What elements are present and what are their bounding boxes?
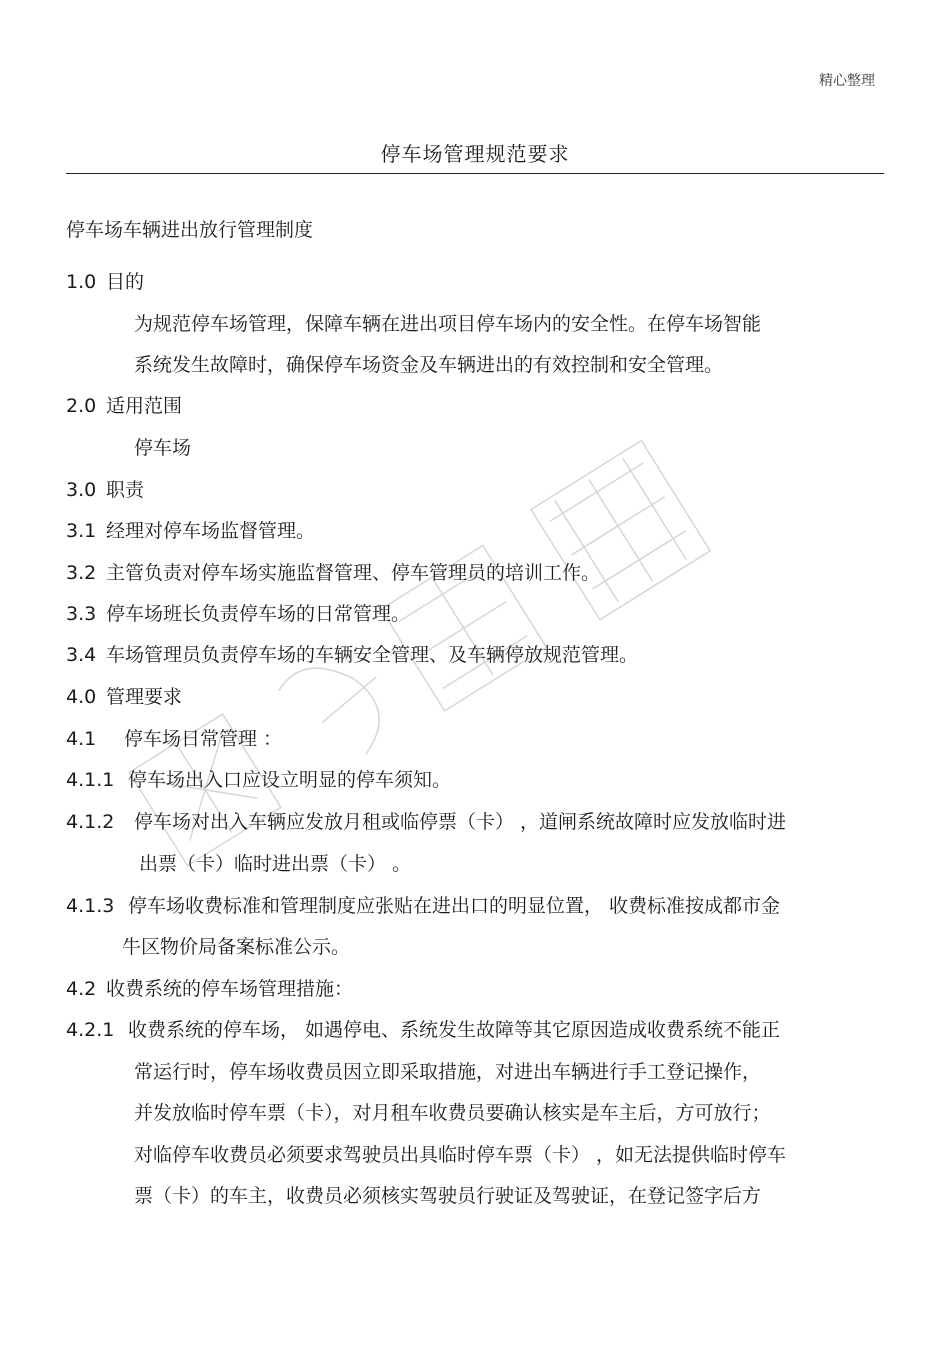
line-text: 牛区物价局备案标准公示。 [122,936,351,958]
line-text: 停车场班长负责停车场的日常管理。 [106,603,411,625]
paragraph-line [134,1143,786,1167]
paragraph-line [134,353,723,377]
paragraph-line [134,1101,771,1125]
paragraph-line [134,436,191,460]
paragraph-line [134,1184,761,1208]
paragraph-line [134,1060,761,1084]
section-number: 3.1 [66,520,97,542]
line-text: 职责 [106,479,145,501]
line-text: 停车场 [134,437,192,459]
paragraph-line [66,561,600,585]
line-text: 票（卡）的车主，收费员必须核实驾驶员行驶证及驾驶证，在登记签字后方 [134,1185,762,1207]
line-text: 并发放临时停车票（卡），对月租车收费员要确认核实是车主后，方可放行； [134,1102,771,1124]
line-text: 停车场车辆进出放行管理制度 [66,219,314,241]
paragraph-line [66,1018,780,1042]
paragraph-line [66,270,144,294]
line-text: 为规范停车场管理，保障车辆在进出项目停车场内的安全性。在停车场智能 [134,313,762,335]
paragraph-line [139,852,411,876]
line-text: 停车场日常管理 ： [124,728,283,750]
section-number: 4.2 [66,978,97,1000]
paragraph-line [66,977,353,1001]
line-text: 收费系统的停车场， 如遇停电、系统发生故障等其它原因造成收费系统不能正 [128,1019,781,1041]
section-number: 4.1.1 [66,769,115,791]
paragraph-line [66,727,282,751]
section-number: 3.0 [66,479,97,501]
line-text: 目的 [106,271,145,293]
line-text: 系统发生故障时，确保停车场资金及车辆进出的有效控制和安全管理。 [134,354,724,376]
section-number: 4.1.3 [66,895,115,917]
line-text: 停车场收费标准和管理制度应张贴在进出口的明显位置， 收费标准按成都市金 [128,895,781,917]
paragraph-line [66,810,786,834]
section-number: 4.1 [66,728,97,750]
line-text: 收费系统的停车场管理措施： [106,978,354,1000]
paragraph-line [66,519,315,543]
section-number: 4.1.2 [66,811,115,833]
section-number: 3.2 [66,562,97,584]
title-divider [66,173,884,174]
line-text: 停车场出入口应设立明显的停车须知。 [128,769,452,791]
line-text: 适用范围 [106,395,183,417]
line-text: 管理要求 [106,686,183,708]
document-title: 停车场管理规范要求 [380,142,570,166]
line-text: 出票（卡）临时进出票（卡） 。 [139,853,412,875]
line-text: 主管负责对停车场实施监督管理、停车管理员的培训工作。 [106,562,601,584]
paragraph-line [66,643,638,667]
paragraph-line [66,685,182,709]
paragraph-line [66,602,410,626]
paragraph-line [66,768,451,792]
header-note: 精心整理 [819,73,875,89]
section-number: 3.4 [66,644,97,666]
line-text: 停车场对出入车辆应发放月租或临停票（卡） ，道闸系统故障时应发放临时进 [134,811,787,833]
paragraph-line [66,478,144,502]
section-number: 1.0 [66,271,97,293]
section-number: 4.0 [66,686,97,708]
line-text: 对临停车收费员必须要求驾驶员出具临时停车票（卡） ，如无法提供临时停车 [134,1144,787,1166]
paragraph-line [66,894,780,918]
line-text: 经理对停车场监督管理。 [106,520,316,542]
section-number: 3.3 [66,603,97,625]
paragraph-line [122,935,350,959]
section-number: 2.0 [66,395,97,417]
paragraph-line [66,394,182,418]
line-text: 车场管理员负责停车场的车辆安全管理、及车辆停放规范管理。 [106,644,639,666]
line-text: 常运行时，停车场收费员因立即采取措施，对进出车辆进行手工登记操作， [134,1061,762,1083]
paragraph-line [66,218,313,242]
paragraph-line [134,312,761,336]
section-number: 4.2.1 [66,1019,115,1041]
